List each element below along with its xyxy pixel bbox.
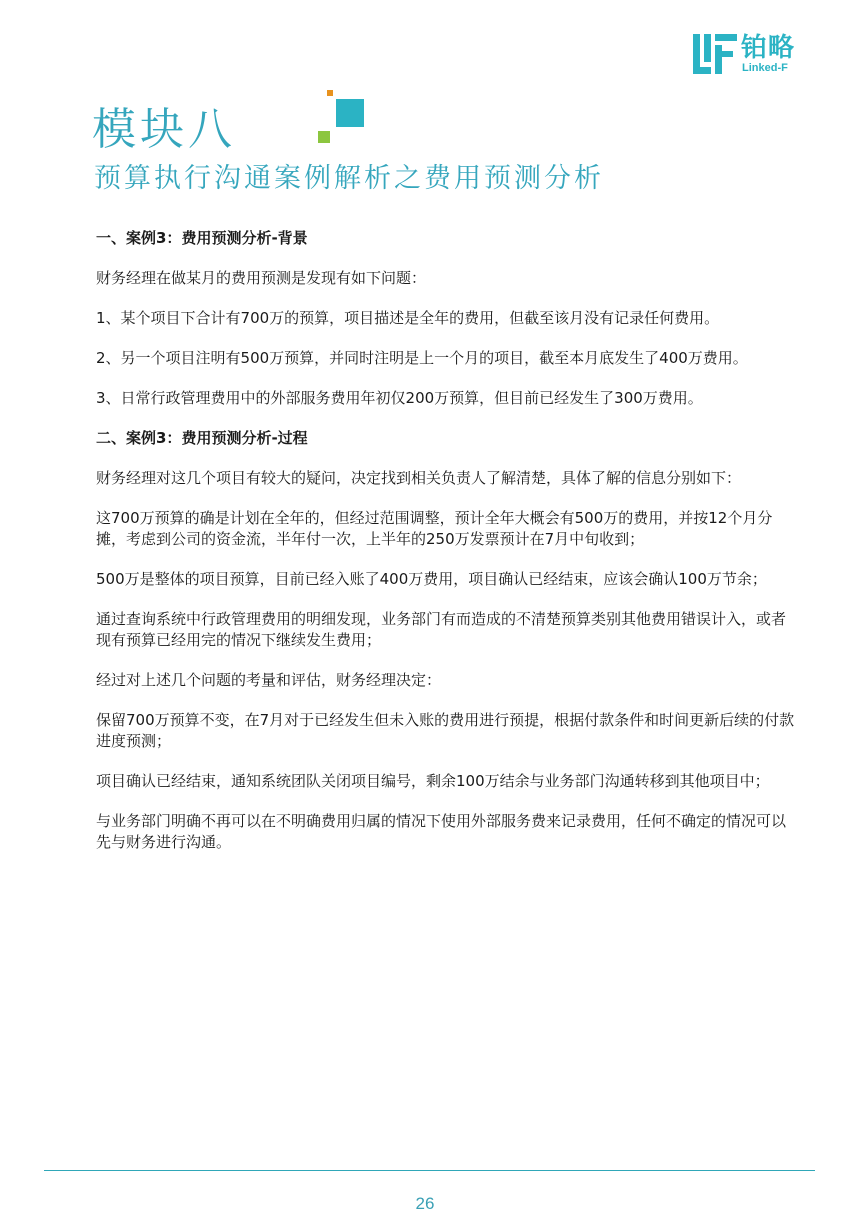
decorative-squares-icon [316,90,366,144]
page-number: 26 [415,1194,435,1213]
footer-divider [44,1170,815,1171]
paragraph: 项目确认已经结束，通知系统团队关闭项目编号，剩余100万结余与业务部门沟通转移到其他项目中； [96,772,770,790]
logo-mark-icon [693,34,737,74]
paragraph: 经过对上述几个问题的考量和评估，财务经理决定： [96,671,442,689]
logo-name-cn: 铂略 [741,33,796,63]
paragraph: 1、某个项目下合计有700万的预算，项目描述是全年的费用，但截至该月没有记录任何费用。 [96,309,720,327]
paragraph: 500万是整体的项目预算，目前已经入账了400万费用，项目确认已经结束，应该会确认100万节余； [96,570,767,588]
paragraph: 财务经理在做某月的费用预测是发现有如下问题： [96,269,427,287]
paragraph: 这700万预算的确是计划在全年的，但经过范围调整，预计全年大概会有500万的费用，并按12个月分摊，考虑到公司的资金流，半年付一次，上半年的250万发票预计在7月中旬收到； [96,509,773,548]
module-subtitle: 预算执行沟通案例解析之费用预测分析 [94,163,604,194]
paragraph: 财务经理对这几个项目有较大的疑问，决定找到相关负责人了解清楚，具体了解的信息分别如下： [96,469,742,487]
document-body [96,228,796,872]
section-heading: 二、案例3：费用预测分析-过程 [96,429,308,447]
logo-name-en: Linked-F [742,62,788,74]
paragraph: 通过查询系统中行政管理费用的明细发现，业务部门有而造成的不清楚预算类别其他费用错误计入，或者现有预算已经用完的情况下继续发生费用； [96,610,787,649]
paragraph: 与业务部门明确不再可以在不明确费用归属的情况下使用外部服务费来记录费用，任何不确定的情况可以先与财务进行沟通。 [96,812,787,851]
paragraph: 保留700万预算不变，在7月对于已经发生但未入账的费用进行预提，根据付款条件和时间更新后续的付款进度预测； [96,711,795,750]
module-title: 模块八 [92,104,236,155]
section-heading: 一、案例3：费用预测分析-背景 [96,229,308,247]
paragraph: 3、日常行政管理费用中的外部服务费用年初仅200万预算，但目前已经发生了300万费用。 [96,389,703,407]
paragraph: 2、另一个项目注明有500万预算，并同时注明是上一个月的项目，截至本月底发生了400万费用。 [96,349,748,367]
brand-logo [693,34,809,74]
